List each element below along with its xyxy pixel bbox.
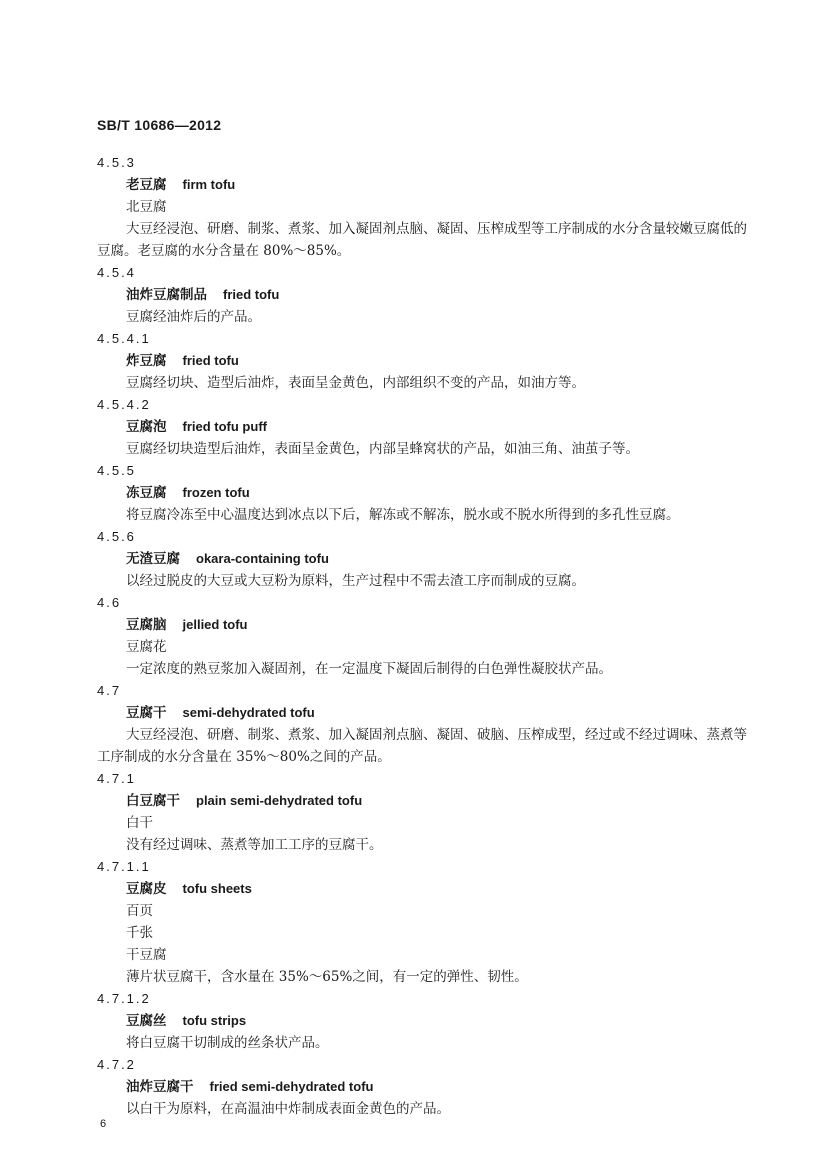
term-chinese: 白豆腐干 <box>126 793 180 809</box>
term-chinese: 无渣豆腐 <box>126 551 180 567</box>
term-heading <box>97 416 747 438</box>
clause-number: 4.7.1.2 <box>97 991 151 1006</box>
term-heading <box>97 482 747 504</box>
term-heading <box>97 790 747 812</box>
term-english: fried tofu <box>223 287 280 302</box>
term-definition: 薄片状豆腐干，含水量在 35%～65%之间，有一定的弹性、韧性。 <box>126 969 528 985</box>
clause-number: 4.5.4 <box>97 265 136 280</box>
term-heading <box>97 1010 747 1032</box>
term-english: plain semi-dehydrated tofu <box>196 793 363 808</box>
term-heading <box>97 702 747 724</box>
clause-number: 4.5.3 <box>97 155 136 170</box>
term-english: fried semi-dehydrated tofu <box>209 1079 374 1094</box>
term-definition: 一定浓度的熟豆浆加入凝固剂，在一定温度下凝固后制得的白色弹性凝胶状产品。 <box>126 661 612 677</box>
term-definition: 将豆腐冷冻至中心温度达到冰点以下后，解冻或不解冻，脱水或不脱水所得到的多孔性豆腐。 <box>126 507 680 523</box>
term-english: semi-dehydrated tofu <box>182 705 315 720</box>
clause-number: 4.6 <box>97 595 122 610</box>
term-chinese: 老豆腐 <box>126 177 167 193</box>
terms-list <box>97 152 747 1120</box>
term-synonym: 豆腐花 <box>126 639 167 655</box>
term-definition: 豆腐经切块造型后油炸，表面呈金黄色，内部呈蜂窝状的产品，如油三角、油茧子等。 <box>126 441 639 457</box>
term-definition: 将白豆腐干切制成的丝条状产品。 <box>126 1035 329 1051</box>
term-chinese: 炸豆腐 <box>126 353 167 369</box>
clause-number: 4.5.4.1 <box>97 331 151 346</box>
term-definition: 大豆经浸泡、研磨、制浆、煮浆、加入凝固剂点脑、凝固、压榨成型等工序制成的水分含量较嫩豆腐低的豆腐。老豆腐的水分含量在 80%～85%。 <box>97 221 747 259</box>
term-definition: 大豆经浸泡、研磨、制浆、煮浆、加入凝固剂点脑、凝固、破脑、压榨成型，经过或不经过调味、蒸煮等工序制成的水分含量在 35%～80%之间的产品。 <box>97 727 747 765</box>
term-heading <box>97 878 747 900</box>
term-english: tofu strips <box>182 1013 247 1028</box>
term-chinese: 豆腐丝 <box>126 1013 167 1029</box>
term-english: fried tofu <box>182 353 239 368</box>
term-heading <box>97 350 747 372</box>
term-heading <box>97 284 747 306</box>
term-heading <box>97 174 747 196</box>
term-chinese: 油炸豆腐干 <box>126 1079 194 1095</box>
term-chinese: 油炸豆腐制品 <box>126 287 207 303</box>
term-chinese: 豆腐脑 <box>126 617 167 633</box>
clause-number: 4.7 <box>97 683 122 698</box>
term-english: firm tofu <box>182 177 236 192</box>
term-synonym: 干豆腐 <box>126 947 167 963</box>
term-chinese: 冻豆腐 <box>126 485 167 501</box>
term-definition: 豆腐经切块、造型后油炸，表面呈金黄色，内部组织不变的产品，如油方等。 <box>126 375 585 391</box>
clause-number: 4.7.2 <box>97 1057 136 1072</box>
clause-number: 4.5.4.2 <box>97 397 151 412</box>
term-synonym: 北豆腐 <box>126 199 167 215</box>
term-definition: 豆腐经油炸后的产品。 <box>126 309 261 325</box>
clause-number: 4.7.1 <box>97 771 136 786</box>
page-number: 6 <box>100 1118 107 1130</box>
term-definition: 以经过脱皮的大豆或大豆粉为原料，生产过程中不需去渣工序而制成的豆腐。 <box>126 573 585 589</box>
term-english: fried tofu puff <box>182 419 267 434</box>
clause-number: 4.5.5 <box>97 463 136 478</box>
term-english: okara-containing tofu <box>196 551 329 566</box>
term-chinese: 豆腐干 <box>126 705 167 721</box>
term-chinese: 豆腐泡 <box>126 419 167 435</box>
clause-number: 4.5.6 <box>97 529 136 544</box>
term-synonym: 千张 <box>126 925 153 941</box>
term-english: jellied tofu <box>182 617 248 632</box>
term-chinese: 豆腐皮 <box>126 881 167 897</box>
document-code-header: SB/T 10686—2012 <box>97 117 222 133</box>
term-definition: 没有经过调味、蒸煮等加工工序的豆腐干。 <box>126 837 383 853</box>
term-synonym: 白干 <box>126 815 153 831</box>
term-heading <box>97 548 747 570</box>
clause-number: 4.7.1.1 <box>97 859 151 874</box>
term-english: tofu sheets <box>182 881 252 896</box>
term-heading <box>97 1076 747 1098</box>
term-heading <box>97 614 747 636</box>
term-english: frozen tofu <box>182 485 250 500</box>
term-synonym: 百页 <box>126 903 153 919</box>
term-definition: 以白干为原料，在高温油中炸制成表面金黄色的产品。 <box>126 1101 450 1117</box>
